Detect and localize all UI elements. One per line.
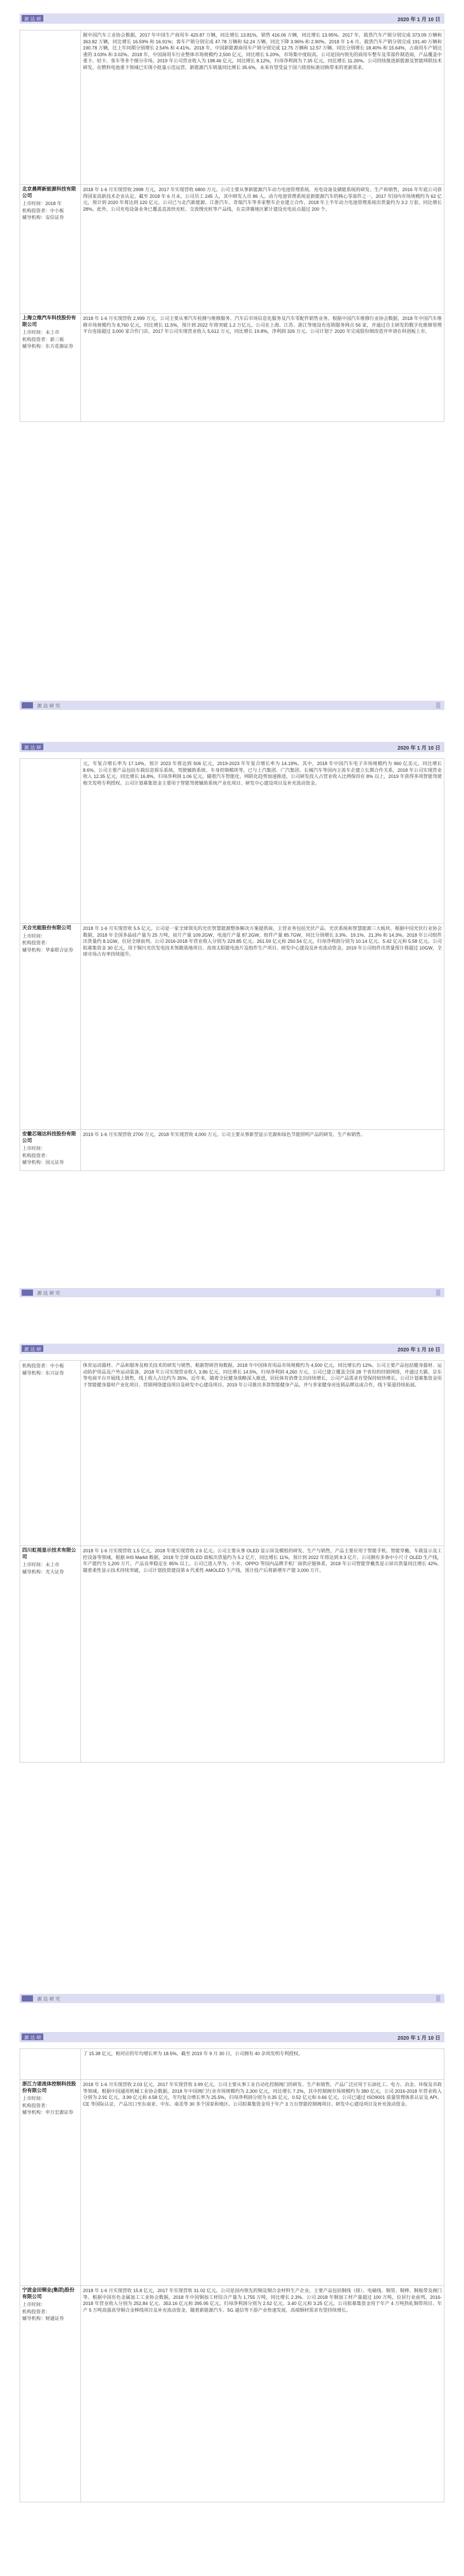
- company-row: [20, 759, 444, 924]
- company-desc: 2018 年 1-6 月实现营收 1.5 亿元，2018 年度实现营收 2.6 亿元。公司主要从事 OLED 显示屏及模组的研发、生产与销售，产品主要应用于智能手机、智能穿戴、车载显示及工控设备等领域。根据 IHS Markit 数据，2018 年全球 OLED 面板出货量约为 5.2 亿片，同比增长 11%，预计到 2022 年将达到 8.3 亿片。公司拥有多条中小尺寸 OLED 生产线，年产能约为 1,200 万片，产品良率稳定在 85% 以上。公司已进入华为、小米、OPPO 等国内品牌手机厂商供应链体系，2018 年公司智能穿戴类显示屏出货量同比增长 42%。随着柔性显示技术持续突破，公司计划投资建设第 6 代柔性 AMOLED 生产线，预计投产后将新增年产能 3,000 万片。: [80, 1546, 444, 1762]
- company-row: [20, 1361, 444, 1546]
- brand-tag: [22, 743, 43, 757]
- company-desc: 2018 年 1-6 月实现营收 5.5 亿元。公司是一家全球领先的光伏智慧能源整体解决方案提供商，主营业务包括光伏产品、光伏系统和智慧能源三大板块。根据中国光伏行业协会数据，2018 年全国多晶硅产量为 25 万吨，硅片产量 109.2GW，电池片产量 87.2GW，组件产量 85.7GW，同比分别增长 3.3%、19.1%、21.3% 和 14.3%。2018 年公司组件出货量约 8.1GW，位居全球前列。公司 2016-2018 年营业收入分别为 229.85 亿元、261.59 亿元和 250.54 亿元，归母净利润分别为 10.14 亿元、5.42 亿元和 5.58 亿元。公司拟募集资金 30 亿元，用于铜川光伏发电技术领跑基地项目、高效太阳能电池片及组件生产项目、研发中心建设及补充流动资金。2019 年公司组件出货量预计将超过 10GW，全球市场占有率持续提升。: [80, 924, 444, 1130]
- company-meta: [22, 1363, 78, 1376]
- brand-tag: [22, 15, 43, 29]
- company-table: [20, 30, 444, 422]
- company-meta: [22, 329, 78, 350]
- company-info-cell: [20, 2049, 81, 2080]
- investor-info: 机构投资者：: [22, 2103, 51, 2108]
- page-number-box: [22, 1995, 33, 2002]
- sponsor-info: 辅导机构：华泰联合证券: [22, 947, 74, 953]
- report-page-2: [0, 721, 464, 1329]
- company-info-cell: [20, 314, 81, 422]
- company-name: 北京晨晖新能源科技有限公司: [22, 187, 76, 199]
- company-info-cell: [20, 2080, 81, 2286]
- footer-text: 源 达 研 究: [37, 1997, 60, 2002]
- company-desc: 2018 年 1-6 月实现营收 2998 万元，2017 年实现营收 6800 万元。公司主要从事新能源汽车动力电池管理系统、充电设备及储能系统的研发、生产和销售，2016 年年底公司获得国家高新技术企业认定。截至 2018 年 6 月末，公司员工 245 人，其中研发人员 86 人。动力电池管理系统是新能源汽车的核心零部件之一，2017 年国内市场规模约为 62 亿元，预计到 2020 年将达到 120 亿元。公司已与北汽新能源、江淮汽车、奇瑞汽车等多家整车企业建立合作，2018 年上半年动力电池管理系统出货量约为 3.2 万套，同比增长 28%。此外，公司充电设备业务已覆盖直流快充桩、交流慢充桩等产品线，在京津冀地区累计建设充电站点超过 200 个。: [80, 185, 444, 314]
- investor-info: 机构投资者：中小板: [22, 1363, 64, 1368]
- company-row: [20, 2049, 444, 2080]
- company-table: [20, 758, 444, 1171]
- company-meta: [22, 933, 78, 954]
- sponsor-info: 辅导机构：东兴证券: [22, 1370, 64, 1376]
- report-date: 2020 年 1 月 10 日: [397, 745, 440, 751]
- brand-tag-label: 源 达 研 究: [24, 745, 41, 757]
- company-desc: 了 15.38 亿元，相对应的年均增长率为 18.5%。截至 2019 年 9 月 30 日，公司拥有 40 余项发明专利授权。: [80, 2049, 444, 2080]
- investor-info: 机构投资者：: [22, 2309, 51, 2314]
- sponsor-info: 辅导机构：国元证券: [22, 1160, 64, 1165]
- footer-marker: [436, 1290, 440, 1296]
- company-info-cell: [20, 2286, 81, 2502]
- company-name: 安徽芯瑞达科技股份有限公司: [22, 1131, 76, 1144]
- listing-info: 上市时间：: [22, 2302, 46, 2308]
- company-desc: 体育运动器材、产品和服务及相关技术的研发与销售。根据智研咨询数据，2018 年中国体育用品市场规模约为 4,500 亿元，同比增长约 12%。公司主要产品包括健身器材、运动防护用品及户外运动装备，2018 年公司实现营业收入 3.86 亿元，同比增长 14.5%，归母净利润 4,260 万元。公司已建立覆盖全国 28 个省份的经销网络，并通过天猫、京东等电商平台开展线上销售，线上收入占比约为 35%。近年来，随着全民健身战略深入推进，居民体育消费支出持续增长，公司产品需求有望保持较快增长。公司计划募集资金用于智能健身器材产业化项目、营销网络建设项目及研发中心建设项目。2019 年公司推出多款智能健身产品，并与多家健身房连锁品牌达成合作，线下渠道持续拓展。: [80, 1361, 444, 1546]
- page-footer: [20, 1994, 444, 2003]
- investor-info: 机构投资者：新三板: [22, 336, 64, 342]
- company-row: [20, 2080, 444, 2286]
- company-row: [20, 924, 444, 1130]
- company-desc: 握中国汽车工业协会数据，2017 年中国生产商用车 420.87 万辆，同比增长 13.81%，销售 416.06 万辆，同比增长 13.95%。2017 年，载货汽车产销分别完成 373.09 万辆和 363.82 万辆，同比增长 16.59% 和 16.91%；客车产销分别完成 47.78 万辆和 52.24 万辆，同比下降 3.96% 和 2.90%。2018 年 1-6 月，载货汽车产销分别完成 191.40 万辆和 190.78 万辆，比上年同期分别增长 2.54% 和 4.41%。2018 年，中国新能源商用车产销分别完成 12.75 万辆和 12.57 万辆。同比分别增长 18.40% 和 15.64%，占商用车产销比重的 3.03% 和 3.02%。2018 年，中国商用车行业整体市场规模约 2,500 亿元，同比增长 5.20%，市场集中度较高。公司是国内领先的商用车整车及零部件制造商，产品覆盖中重卡、轻卡、客车等多个细分市场，2019 年公司营业收入为 198.46 亿元，同比增长 8.12%，归母净利润为 7.35 亿元，同比增长 11.26%。公司持续推进新能源及智能网联技术研发，在燃料电池重卡领域已实现小批量示范运营，新能源汽车销量同比增长 35.6%，未来有望受益于国六排放标准切换带来的更新需求。: [80, 30, 444, 185]
- company-info-cell: [20, 30, 81, 185]
- investor-info: 机构投资者：: [22, 1153, 51, 1158]
- footer-marker: [436, 702, 440, 708]
- brand-tag-label: 源 达 研 究: [24, 1347, 41, 1359]
- investor-info: 机构投资者：: [22, 940, 51, 946]
- sponsor-info: 辅导机构：光大证券: [22, 1569, 64, 1574]
- company-meta: [22, 1562, 78, 1575]
- company-row: [20, 1130, 444, 1171]
- company-desc: 2018 年 1-6 月实现营收 15.8 亿元，2017 年实现营收 31.02 亿元。公司是国内领先的铜及铜合金材料生产企业，主要产品包括铜线（排）、电磁线、铜管、铜棒、铜板带及阀门等。根据中国有色金属加工工业协会数据，2018 年中国铜加工材综合产量为 1,755 万吨，同比增长 2.3%。公司 2018 年铜加工材产量超过 100 万吨，位居行业前列，2016-2018 年营业收入分别为 252.84 亿元、353.16 亿元和 395.95 亿元，归母净利润分别为 2.52 亿元、3.40 亿元和 3.25 亿元。公司拟募集资金用于年产 4 万吨热轧铜带项目、年产 5 万吨高强高导铜合金棒线项目及补充流动资金，随着新能源汽车、5G 通信等下游产业快速发展，高端铜材需求有望持续增长。: [80, 2286, 444, 2502]
- page-number-box: [22, 1290, 33, 1296]
- page-header: [20, 13, 444, 29]
- company-row: [20, 1546, 444, 1762]
- sponsor-info: 辅导机构：申万宏源证券: [22, 2110, 74, 2115]
- company-desc: 2019 年 1-6 月实现营收 2700 万元，2018 年实现营收 4,000 万元。公司主要从事新型显示光源和绿色节能照明产品的研发、生产和销售。: [80, 1130, 444, 1171]
- company-meta: [22, 2301, 78, 2322]
- company-meta: [22, 2095, 78, 2116]
- company-table: [20, 2048, 444, 2502]
- footer-text: 源 达 研 究: [37, 1291, 60, 1296]
- company-meta: [22, 200, 78, 221]
- listing-info: 上市时间：: [22, 1146, 46, 1151]
- brand-tag-label: 源 达 研 究: [24, 17, 41, 29]
- company-info-cell: [20, 759, 81, 924]
- listing-info: 上市时间：: [22, 933, 46, 939]
- company-desc: 2018 年 1-6 月实现营收 2.03 亿元，2017 年实现营收 3.99 亿元。公司主要从事工业自动化控制阀门的研发、生产和销售，产品广泛应用于石油化工、电力、冶金、环保及市政等领域。根据中国通用机械工业协会数据，2018 年中国阀门行业市场规模约为 2,300 亿元，同比增长 7.2%，其中控制阀市场规模约为 380 亿元。公司 2016-2018 年营业收入分别为 2.91 亿元、3.99 亿元和 4.58 亿元，年均复合增长率为 25.5%，归母净利润分别为 0.35 亿元、0.52 亿元和 0.66 亿元。公司已通过 ISO9001 质量管理体系认证及 API、CE 等国际认证，产品出口至东南亚、中东、南美等 30 多个国家和地区。公司拟募集资金用于年产 3 万台智能控制阀项目、研发中心建设项目及补充流动资金。: [80, 2080, 444, 2286]
- report-date: 2020 年 1 月 10 日: [397, 1347, 440, 1353]
- page-header: [20, 1344, 444, 1359]
- company-row: [20, 30, 444, 185]
- brand-tag-label: 源 达 研 究: [24, 2036, 41, 2047]
- page-footer: [20, 701, 444, 710]
- company-desc: 2018 年 1-6 月实现营收 2,999 万元。公司主要从事汽车检测与维修服务、汽车后市场信息化服务及汽车零配件销售业务。根据中国汽车维修行业协会数据，2018 年中国汽车维修市场规模约为 8,760 亿元，同比增长 11.5%，预计到 2022 年将突破 1.2 万亿元。公司在上海、江苏、浙江等地设有连锁服务网点 56 家，并通过自主研发的数字化维修管理平台连接超过 3,000 家合作门店。2017 年公司实现营业收入 5,612 万元，同比增长 19.8%，净利润 326 万元。公司计划于 2020 年完成股份制改造并申请在科创板上市。: [80, 314, 444, 422]
- company-row: [20, 2286, 444, 2502]
- page-header: [20, 2032, 444, 2047]
- report-date: 2020 年 1 月 10 日: [397, 2036, 440, 2041]
- listing-info: 上市时间：: [22, 2096, 46, 2102]
- company-name: 宁波金田铜业(集团)股份有限公司: [22, 2287, 75, 2300]
- company-name: 浙江力诺流体控制科技股份有限公司: [22, 2081, 76, 2094]
- company-name: 天合光能股份有限公司: [22, 925, 72, 931]
- page-footer: [20, 1288, 444, 1297]
- company-meta: [22, 1145, 78, 1166]
- company-name: 四川虹视显示技术有限公司: [22, 1548, 76, 1560]
- report-page-1: [0, 0, 464, 721]
- listing-info: 上市时间：未上市: [22, 330, 60, 335]
- company-info-cell: [20, 1130, 81, 1171]
- sponsor-info: 辅导机构：安信证券: [22, 215, 64, 221]
- company-info-cell: [20, 1361, 81, 1546]
- company-info-cell: [20, 185, 81, 314]
- report-page-3: [0, 1329, 464, 2014]
- company-row: [20, 314, 444, 422]
- sponsor-info: 辅导机构：东方花旗证券: [22, 344, 74, 349]
- brand-tag: [22, 2033, 43, 2047]
- company-desc: 元，年复合增长率为 17.14%，预计 2023 年将达到 506 亿元，2019-2023 年年复合增长率为 14.19%。其中，2018 年中国汽车电子市场规模约为 960 亿美元，同比增长 8.6%。公司主要产品包括车载信息娱乐系统、驾驶辅助系统、车身控制模块等，已与上汽集团、广汽集团、长城汽车等国内主流车企建立长期合作关系，2018 年公司实现营业收入 12.35 亿元，同比增长 16.8%，归母净利润 1.06 亿元。随着汽车智能化、网联化趋势加速推进，公司研发投入占营业收入比例保持在 8% 以上，2019 年获得多项智能驾驶相关发明专利授权。公司计划募集资金主要用于智能驾驶辅助系统产业化项目、研发中心建设项目及补充流动资金。: [80, 759, 444, 924]
- page-header: [20, 742, 444, 757]
- company-table: [20, 1360, 444, 1762]
- sponsor-info: 辅导机构：财通证券: [22, 2316, 64, 2321]
- listing-info: 上市时间：未上市: [22, 1562, 60, 1568]
- footer-marker: [436, 1995, 440, 2002]
- company-info-cell: [20, 924, 81, 1130]
- report-date: 2020 年 1 月 10 日: [397, 17, 440, 23]
- investor-info: 机构投资者：中小板: [22, 208, 64, 213]
- company-info-cell: [20, 1546, 81, 1762]
- company-row: [20, 185, 444, 314]
- company-name: 上海立维汽车科技股份有限公司: [22, 315, 76, 328]
- page-number-box: [22, 702, 33, 708]
- report-page-4: [0, 2014, 464, 2576]
- brand-tag: [22, 1345, 43, 1359]
- footer-text: 源 达 研 究: [37, 704, 60, 709]
- listing-info: 上市时间：2018 年: [22, 201, 62, 207]
